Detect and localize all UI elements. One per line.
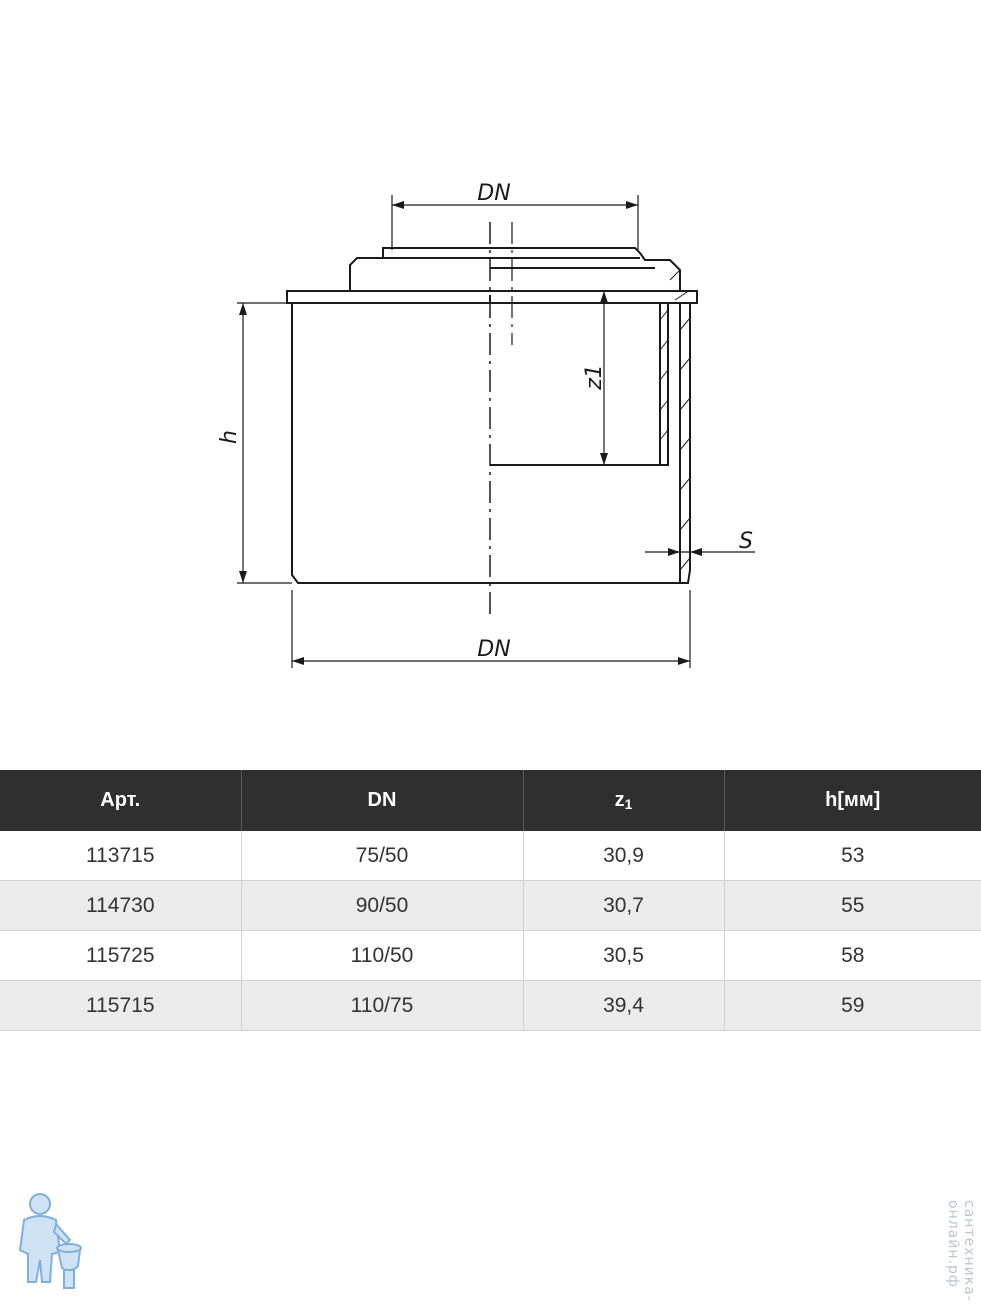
cell-z1: 30,7 <box>523 881 724 931</box>
dn-top-label: DN <box>477 181 511 206</box>
cell-dn: 110/75 <box>241 981 523 1031</box>
header-z1-base: z <box>614 789 625 811</box>
spec-table <box>0 770 981 1031</box>
cell-h: 55 <box>724 881 981 931</box>
cell-dn: 110/50 <box>241 931 523 981</box>
socket-step <box>350 248 680 291</box>
plumber-mascot-logo <box>8 1190 86 1300</box>
table-header-row <box>0 770 981 831</box>
table-row <box>0 881 981 931</box>
cell-z1: 39,4 <box>523 981 724 1031</box>
h-label: h <box>217 430 242 444</box>
dimension-arrows <box>239 201 702 665</box>
body-outline <box>292 303 690 583</box>
header-art: Арт. <box>0 770 241 831</box>
cell-h: 58 <box>724 931 981 981</box>
cell-art: 114730 <box>0 881 241 931</box>
cell-z1: 30,5 <box>523 931 724 981</box>
s-label: S <box>739 529 753 554</box>
cell-h: 59 <box>724 981 981 1031</box>
cell-art: 115725 <box>0 931 241 981</box>
inner-bore <box>490 303 668 465</box>
cell-dn: 90/50 <box>241 881 523 931</box>
cell-h: 53 <box>724 831 981 881</box>
section-hatching <box>660 270 690 570</box>
header-z1-sub: 1 <box>624 796 633 812</box>
table-row <box>0 831 981 881</box>
table-row <box>0 931 981 981</box>
top-flange <box>287 291 697 303</box>
site-watermark: сантехника-онлайн.рф <box>945 1200 977 1302</box>
header-dn: DN <box>241 770 523 831</box>
cell-art: 113715 <box>0 831 241 881</box>
cell-art: 115715 <box>0 981 241 1031</box>
table-row <box>0 981 981 1031</box>
cell-dn: 75/50 <box>241 831 523 881</box>
dn-bottom-label: DN <box>477 637 511 662</box>
cell-z1: 30,9 <box>523 831 724 881</box>
header-z1 <box>523 770 724 831</box>
header-h: h[мм] <box>724 770 981 831</box>
z1-label: z1 <box>582 364 607 390</box>
